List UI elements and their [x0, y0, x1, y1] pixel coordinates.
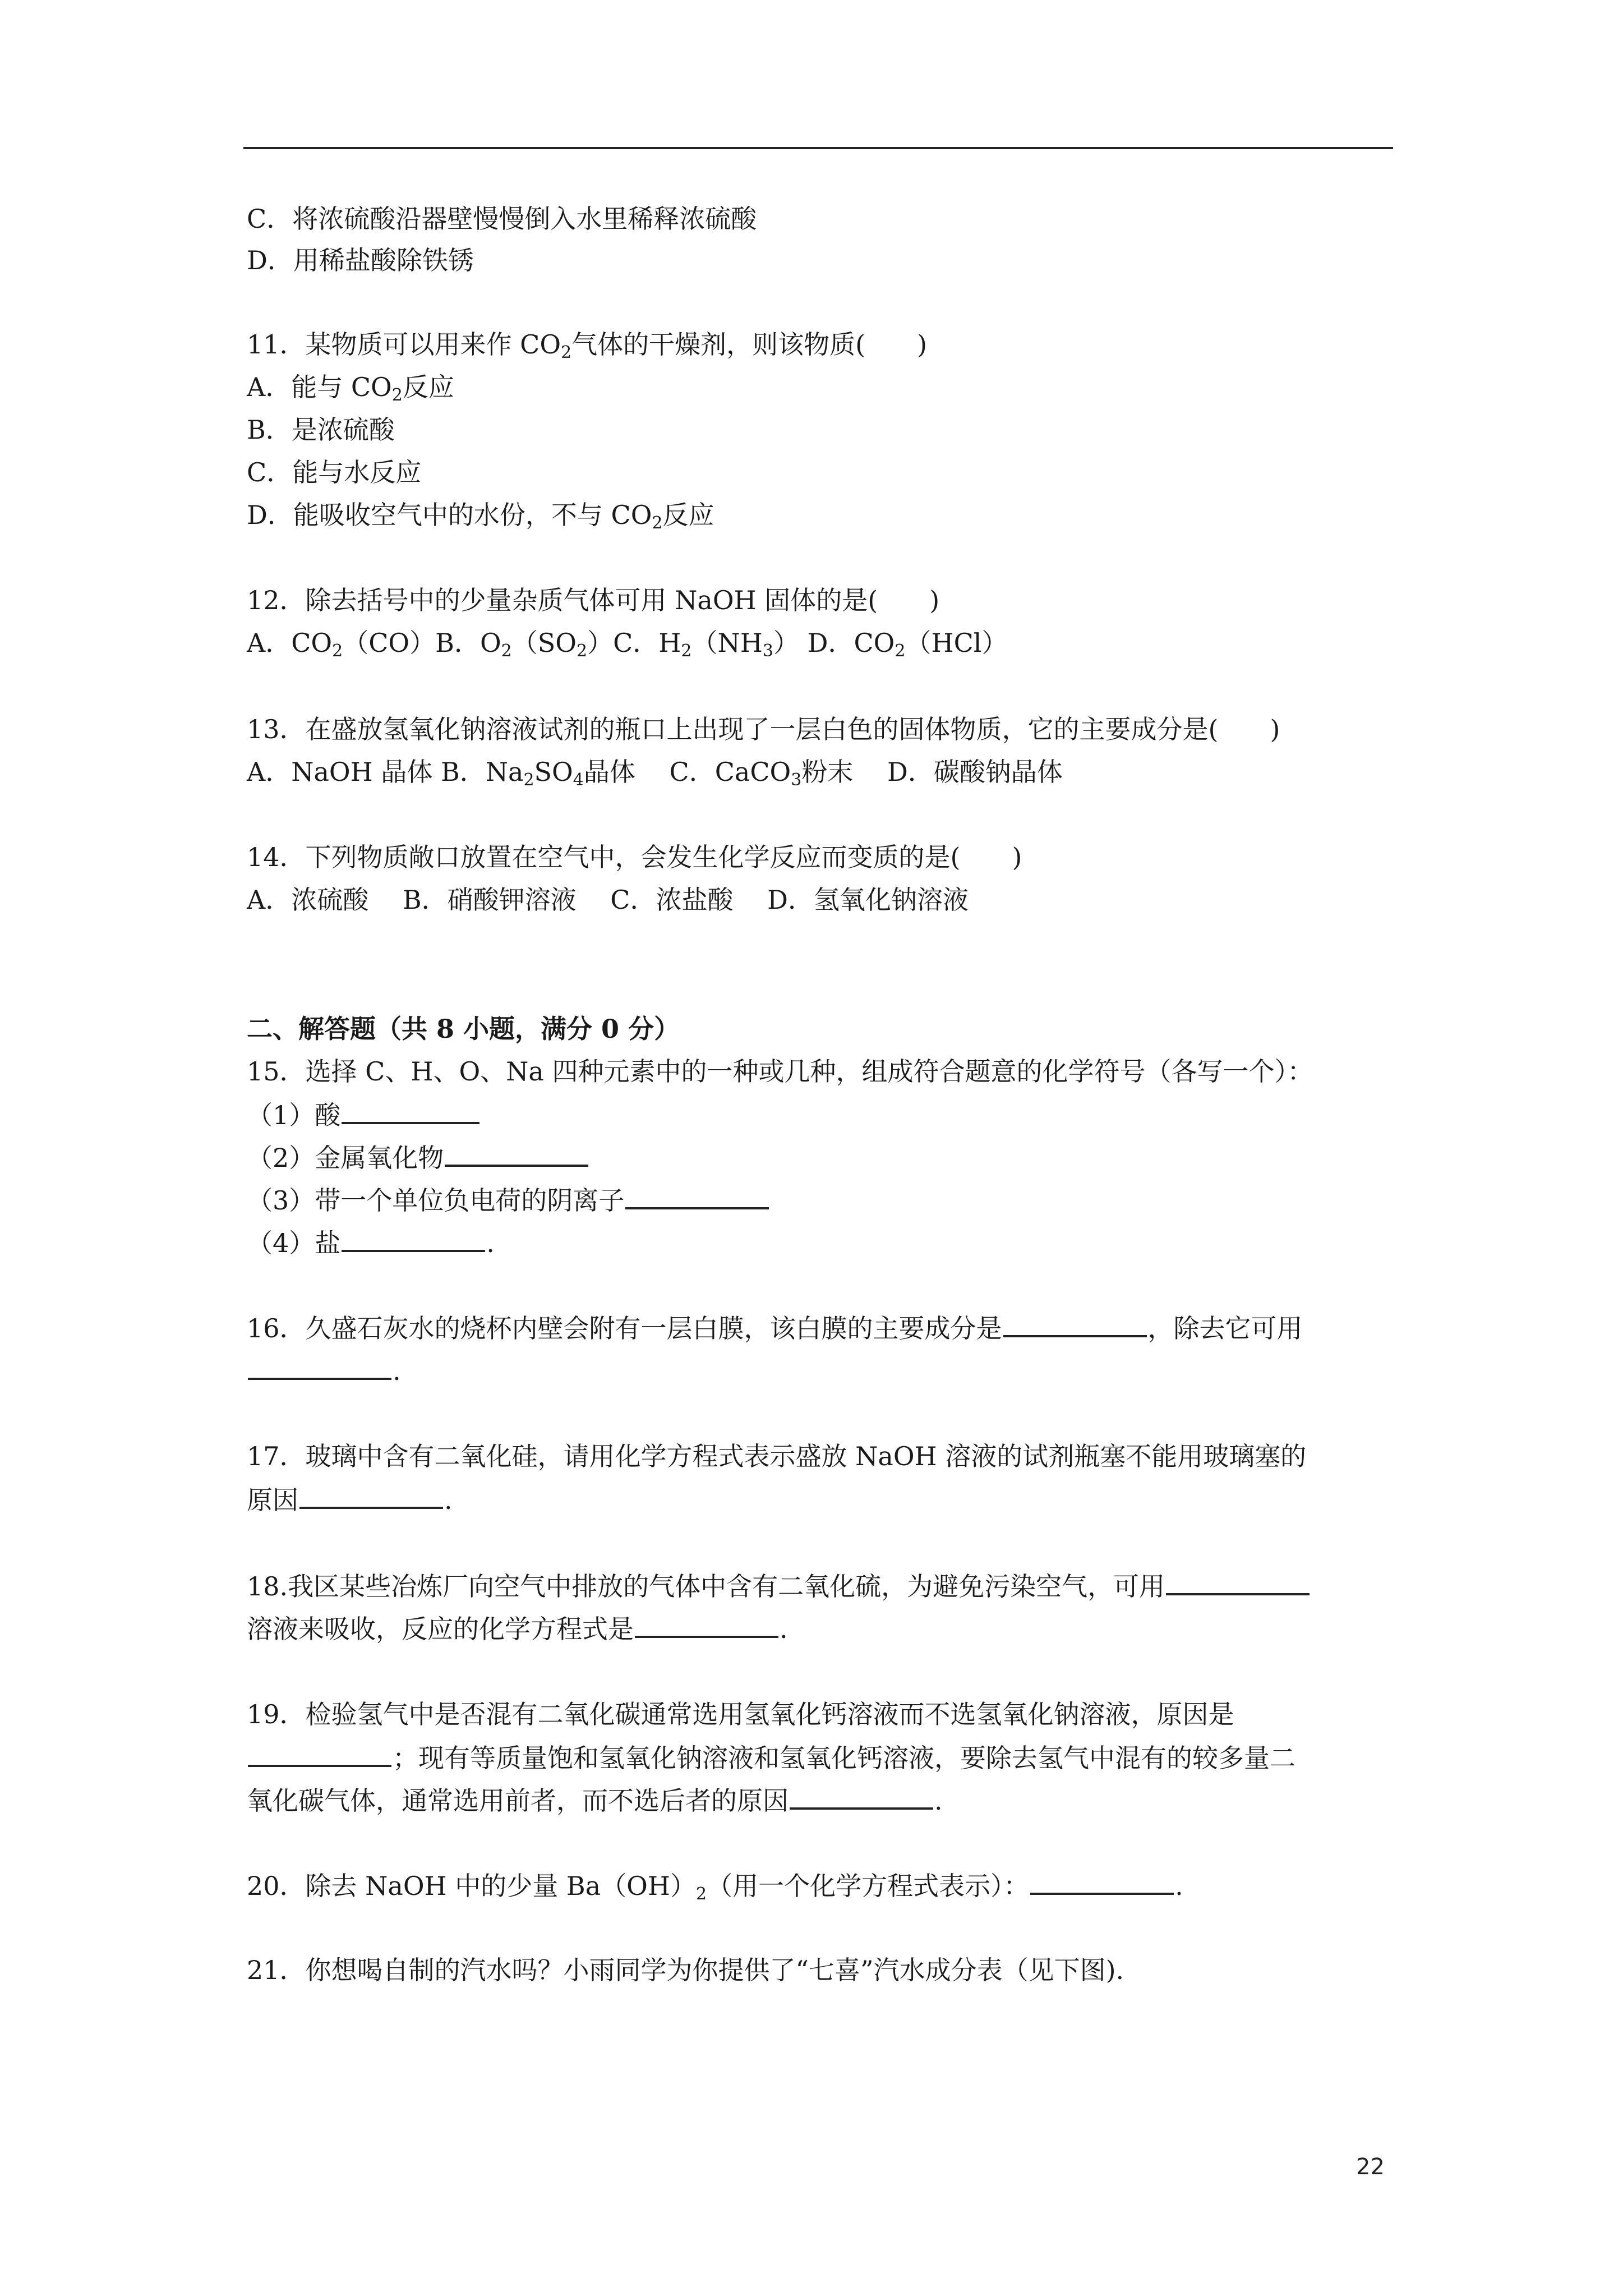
q19-line-2: ；现有等质量饱和氢氧化钠溶液和氢氧化钙溶液，要除去氢气中混有的较多量二: [247, 1740, 1295, 1775]
q10-option-c: C．将浓硫酸沿器壁慢慢倒入水里稀释浓硫酸: [247, 204, 757, 234]
q11-option-c: C．能与水反应: [247, 457, 422, 487]
answer-blank[interactable]: [342, 1225, 485, 1252]
q12-stem: 12．除去括号中的少量杂质气体可用 NaOH 固体的是( ): [247, 585, 940, 615]
answer-blank[interactable]: [790, 1783, 933, 1810]
q20-line: 20．除去 NaOH 中的少量 $Ba(OH)_2$（用一个化学方程式表示）： .: [247, 1868, 1183, 1903]
q17-line-1: 17．玻璃中含有二氧化硅，请用化学方程式表示盛放 NaOH 溶液的试剂瓶塞不能用玻璃塞的: [247, 1441, 1307, 1471]
answer-blank[interactable]: [248, 1740, 391, 1767]
answer-blank[interactable]: [1166, 1568, 1310, 1595]
q15-part-2: （2）金属氧化物: [247, 1140, 589, 1175]
q11-option-b: B．是浓硫酸: [247, 415, 395, 445]
q16-line-1: 16．久盛石灰水的烧杯内壁会附有一层白膜，该白膜的主要成分是 ，除去它可用: [247, 1310, 1303, 1345]
q15-part-3: （3）带一个单位负电荷的阴离子: [247, 1182, 770, 1217]
q11-option-d: D．能吸收空气中的水份，不与 $CO_2$反应: [247, 500, 714, 533]
q18-line-1: 18.我区某些冶炼厂向空气中排放的气体中含有二氧化硫，为避免污染空气，可用: [247, 1568, 1311, 1603]
q21-line: 21．你想喝自制的汽水吗？小雨同学为你提供了“七喜”汽水成分表（见下图).: [247, 1955, 1124, 1985]
q15-part-1: （1）酸: [247, 1097, 481, 1132]
q13-options: A．NaOH 晶体 B．$Na_2SO_4$晶体 C．CaCO$_3$粉末 D．碳酸钠晶体: [247, 757, 1063, 790]
q14-options: A．浓硫酸 B．硝酸钾溶液 C．浓盐酸 D．氢氧化钠溶液: [247, 885, 969, 915]
section-heading: 二、解答题（共 8 小题，满分 0 分）: [247, 1014, 680, 1044]
q16-line-2: .: [247, 1353, 401, 1388]
answer-blank[interactable]: [248, 1353, 391, 1380]
q17-line-2: 原因 .: [247, 1482, 453, 1517]
q11-option-a: A．能与 $CO_2$反应: [247, 372, 454, 405]
answer-blank[interactable]: [299, 1482, 443, 1509]
page-number: 22: [1356, 2154, 1385, 2180]
q15-part-4: （4）盐 .: [247, 1225, 495, 1260]
answer-blank[interactable]: [1003, 1310, 1147, 1337]
answer-blank[interactable]: [1030, 1868, 1174, 1895]
q19-line-3: 氧化碳气体，通常选用前者，而不选后者的原因 .: [247, 1783, 943, 1818]
answer-blank[interactable]: [625, 1182, 769, 1209]
answer-blank[interactable]: [342, 1097, 479, 1124]
q19-line-1: 19．检验氢气中是否混有二氧化碳通常选用氢氧化钙溶液而不选氢氧化钠溶液，原因是: [247, 1699, 1234, 1729]
answer-blank[interactable]: [445, 1140, 588, 1167]
q10-option-d: D．用稀盐酸除铁锈: [247, 245, 474, 275]
q15-stem: 15．选择 C、H、O、Na 四种元素中的一种或几种，组成符合题意的化学符号（各写一个）：: [247, 1056, 1313, 1087]
answer-blank[interactable]: [635, 1611, 778, 1638]
q12-options: A．$CO_2(CO)B$．$O_2(SO_2)C$．$H_2(NH_3)$ D．$CO_2(HCl)$: [247, 628, 1008, 661]
q14-stem: 14．下列物质敞口放置在空气中，会发生化学反应而变质的是( ): [247, 842, 1022, 872]
header-rule: [243, 147, 1393, 149]
q11-stem: 11．某物质可以用来作 $CO_2$气体的干燥剂，则该物质( ): [247, 329, 928, 362]
q13-stem: 13．在盛放氢氧化钠溶液试剂的瓶口上出现了一层白色的固体物质，它的主要成分是( ): [247, 714, 1280, 744]
q18-line-2: 溶液来吸收，反应的化学方程式是 .: [247, 1611, 788, 1646]
